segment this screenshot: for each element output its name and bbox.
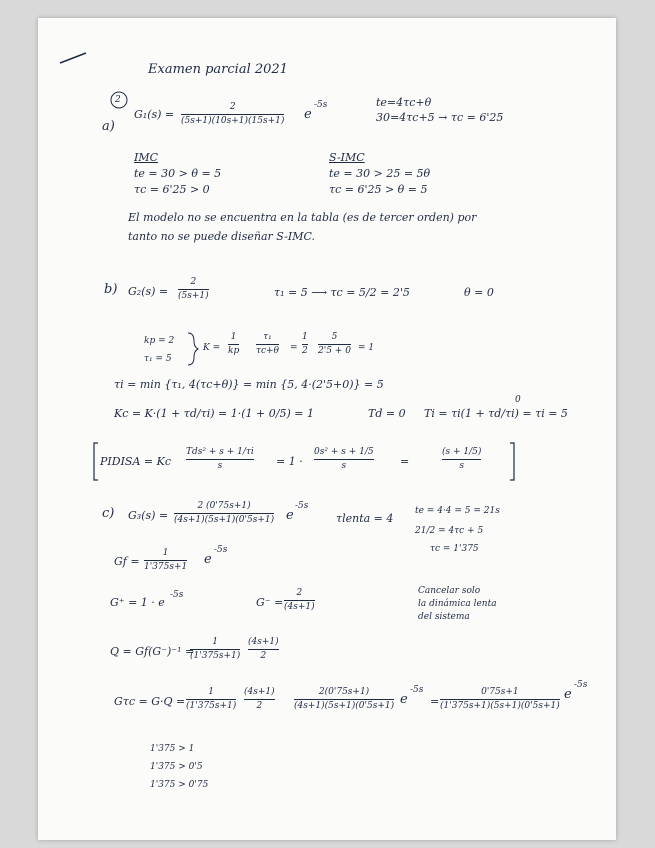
tau-relation: τ₁ = 5 ⟶ τc = 5/2 = 2'5 (274, 286, 410, 299)
note-line-1: El modelo no se encuentra en la tabla (es de tercer orden) por (128, 211, 477, 224)
k-frac-3: 1 2 (302, 332, 308, 356)
pid-frac-1: Tds² + s + 1/τi s (186, 447, 254, 471)
gf-fraction: 1 1'375s+1 (144, 548, 188, 572)
tc-value: τc = 1'375 (430, 544, 479, 554)
pid-frac-2: 0s² + s + 1/5 s (314, 447, 374, 471)
g1-label: G₁(s) = (134, 108, 175, 121)
q-label: Q = Gf(G⁻)⁻¹ = (110, 645, 195, 658)
pid-label: PIDISA = Kc (100, 455, 171, 468)
gtc-result-exp-power: -5s (574, 680, 588, 690)
relation-tc: 30=4τc+5 → τc = 6'25 (376, 111, 504, 124)
pid-eq-1: = 1 · (276, 455, 303, 468)
exam-title: Examen parcial 2021 (148, 62, 288, 77)
gtc-result-exp: e (564, 687, 572, 702)
g3-fraction: 2 (0'75s+1) (4s+1)(5s+1)(0'5s+1) (174, 501, 275, 525)
g2-label: G₂(s) = (128, 285, 169, 298)
g3-label: G₃(s) = (128, 509, 169, 522)
simc-title: S-IMC (329, 151, 365, 164)
comparison-1: 1'375 > 1 (150, 744, 195, 754)
gf-label: Gf = (114, 555, 140, 568)
k-frac-1: 1 kp (228, 332, 240, 356)
tc-relation: 21/2 = 4τc + 5 (415, 526, 484, 536)
gtc-exp: e (400, 692, 408, 707)
part-c-label: c) (102, 506, 115, 521)
td-line: Td = 0 (368, 407, 406, 420)
gf-exp-power: -5s (214, 545, 228, 555)
note-line-2: tanto no se puede diseñar S-IMC. (128, 230, 316, 243)
te-value: te = 4·4 = 5 = 21s (415, 506, 500, 516)
kc-line: Kc = K·(1 + τd/τi) = 1·(1 + 0/5) = 1 (114, 407, 314, 420)
kp-value: kp = 2 (144, 336, 175, 346)
relation-te: te=4τc+θ (376, 96, 432, 109)
imc-title: IMC (134, 151, 159, 164)
g-minus-fraction: 2 (4s+1) (284, 588, 315, 612)
pid-eq-2: = (400, 455, 410, 468)
comparison-2: 1'375 > 0'5 (150, 762, 203, 772)
gtc-exp-power: -5s (410, 685, 424, 695)
cancel-note-2: la dinámica lenta (418, 599, 497, 609)
pid-frac-3: (s + 1/5) s (442, 447, 482, 471)
gtc-equals: = (430, 695, 440, 708)
comparison-3: 1'375 > 0'75 (150, 780, 209, 790)
gtc-frac-3: 2(0'75s+1) (4s+1)(5s+1)(0'5s+1) (294, 687, 395, 711)
part-a-label: a) (102, 119, 115, 134)
gtc-frac-1: 1 (1'375s+1) (186, 687, 237, 711)
g1-exp: e (304, 107, 312, 122)
tau-i-line: τi = min {τ₁, 4(τc+θ)} = min {5, 4·(2'5+0)} = 5 (114, 378, 384, 391)
tau1-value: τ₁ = 5 (144, 354, 172, 364)
simc-line-2: τc = 6'25 > θ = 5 (329, 183, 428, 196)
theta-value: θ = 0 (464, 286, 494, 299)
gtc-frac-2: (4s+1) 2 (244, 687, 275, 711)
gtc-frac-4: 0'75s+1 (1'375s+1)(5s+1)(0'5s+1) (440, 687, 560, 711)
g2-fraction: 2 (5s+1) (178, 277, 209, 301)
g3-exp-power: -5s (295, 501, 309, 511)
exam-sheet (38, 18, 616, 840)
k-equals: = (290, 343, 298, 353)
simc-line-1: te = 30 > 25 = 5θ (329, 167, 431, 180)
cancel-note-3: del sistema (418, 612, 470, 622)
g-plus: G⁺ = 1 · e (110, 596, 165, 609)
cancel-note-1: Cancelar solo (418, 586, 481, 596)
ti-line: Ti = τi(1 + τd/τi) = τi = 5 (424, 407, 568, 420)
g3-exp: e (286, 508, 294, 523)
g1-fraction: 2 (5s+1)(10s+1)(15s+1) (181, 102, 285, 126)
gtc-label: Gτc = G·Q = (114, 695, 186, 708)
gf-exp: e (204, 552, 212, 567)
k-formula-label: K = (203, 343, 221, 353)
g-plus-exp-power: -5s (170, 590, 184, 600)
k-result: = 1 (358, 343, 375, 353)
tau-lenta: τlenta = 4 (336, 512, 394, 525)
q-frac-1: 1 (1'375s+1) (190, 637, 241, 661)
g1-exp-power: -5s (314, 100, 328, 110)
ti-superscript: 0 (515, 395, 521, 405)
part-b-label: b) (104, 282, 118, 297)
g-minus: G⁻ = (256, 596, 284, 609)
question-number: 2 (115, 95, 121, 105)
q-frac-2: (4s+1) 2 (248, 637, 279, 661)
k-frac-2: τ₁ τc+θ (256, 332, 279, 356)
k-frac-4: 5 2'5 + 0 (318, 332, 351, 356)
imc-line-1: te = 30 > θ = 5 (134, 167, 222, 180)
imc-line-2: τc = 6'25 > 0 (134, 183, 210, 196)
ink-strokes (38, 18, 616, 840)
